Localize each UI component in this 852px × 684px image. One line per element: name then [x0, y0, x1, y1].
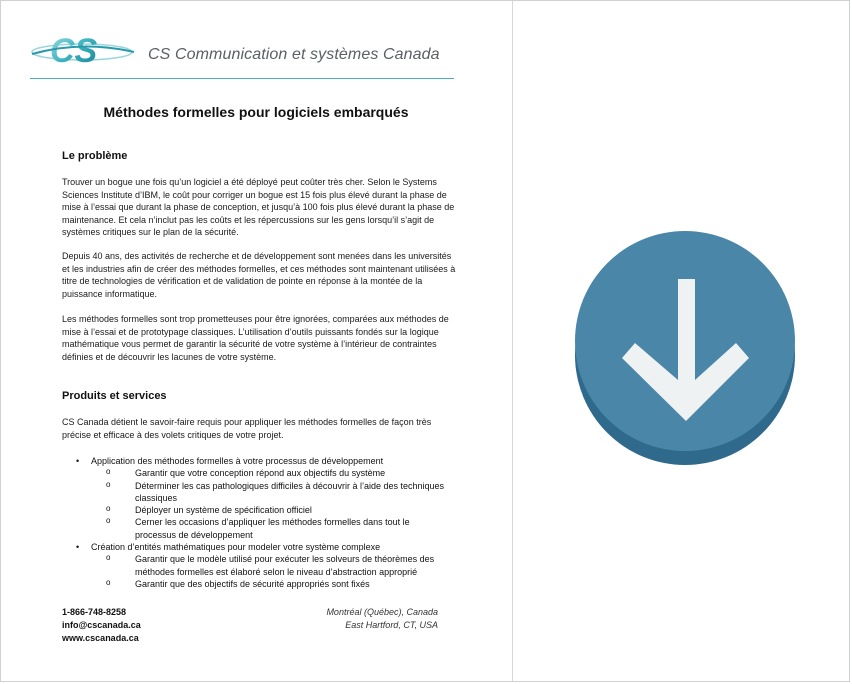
sub-list-item: o Garantir que des objectifs de sécurité appropriés sont fixés [91, 578, 462, 590]
footer-contact [62, 606, 141, 645]
footer-phone: 1-866-748-8258 [62, 607, 127, 617]
footer-location-montreal: Montréal (Québec), Canada [326, 607, 438, 617]
logo-text: CS [50, 32, 98, 70]
download-arrow-icon[interactable] [574, 230, 796, 466]
sub-list-item: o Cerner les occasions d’appliquer les méthodes formelles dans tout le processus de développement [91, 516, 462, 541]
heading-problem: Le problème [62, 150, 128, 162]
services-list [62, 455, 462, 590]
footer-locations [300, 606, 438, 632]
bullet-text: Création d’entités mathématiques pour modeler votre système complexe [91, 542, 381, 553]
paragraph-3: Les méthodes formelles sont trop prometteuses pour être ignorées, comparées aux méthodes de mise à l’essai et de prototypage classiques. L’utilisation d’outils puissants fondés sur la logique mathématique vous permet de garantir la sécurité de votre système à l’intérieur de contraintes définies et de découvrir les lacunes de votre système. [62, 314, 449, 362]
panel-divider [512, 1, 513, 681]
footer-website[interactable]: www.cscanada.ca [62, 633, 139, 643]
heading-products: Produits et services [62, 390, 167, 402]
document-title: Méthodes formelles pour logiciels embarqués [103, 104, 409, 120]
sub-list-item: o Déployer un système de spécification officiel [91, 504, 462, 516]
list-item [62, 455, 462, 541]
company-name: CS Communication et systèmes Canada [148, 46, 440, 63]
products-intro: CS Canada détient le savoir-faire requis pour appliquer les méthodes formelles de façon très précise et efficace à des volets critiques de votre projet. [62, 417, 432, 440]
sub-list-item: o Déterminer les cas pathologiques difficiles à découvrir à l’aide des techniques classiques [91, 480, 462, 505]
paragraph-1: Trouver un bogue une fois qu’un logiciel a été déployé peut coûter très cher. Selon le Systems Sciences Institute d’IBM, le coût pour corriger un bogue est 15 fois plus élevé durant la phase de mise à l’essai que durant la phase de conception, et jusqu’à 100 fois plus élevé durant la phase de maintenance. Et cela n’inclut pas les coûts et les répercussions sur les gens lorsqu’il s’agit de systèmes critiques sur le plan de la sécurité. [62, 177, 455, 238]
sub-list-item: o Garantir que votre conception répond aux objectifs du système [91, 467, 462, 479]
bullet-text: Application des méthodes formelles à votre processus de développement [91, 456, 384, 466]
sub-list-item: o Garantir que le modèle utilisé pour exécuter les solveurs de théorèmes des méthodes formelles est élaboré selon le niveau d’abstraction approprié [91, 553, 462, 578]
cs-logo-icon [30, 30, 138, 70]
paragraph-2: Depuis 40 ans, des activités de recherche et de développement sont menées dans les universités et les industries afin de créer des méthodes formelles, et ces méthodes sont maintenant utilisées à titre de technologies de vérification et de validation de pointe en réponse à la montée de la puissance informatique. [62, 251, 456, 299]
footer-location-hartford: East Hartford, CT, USA [345, 620, 438, 630]
footer-email[interactable]: info@cscanada.ca [62, 620, 141, 630]
header-rule [30, 78, 454, 79]
list-item [62, 541, 462, 590]
